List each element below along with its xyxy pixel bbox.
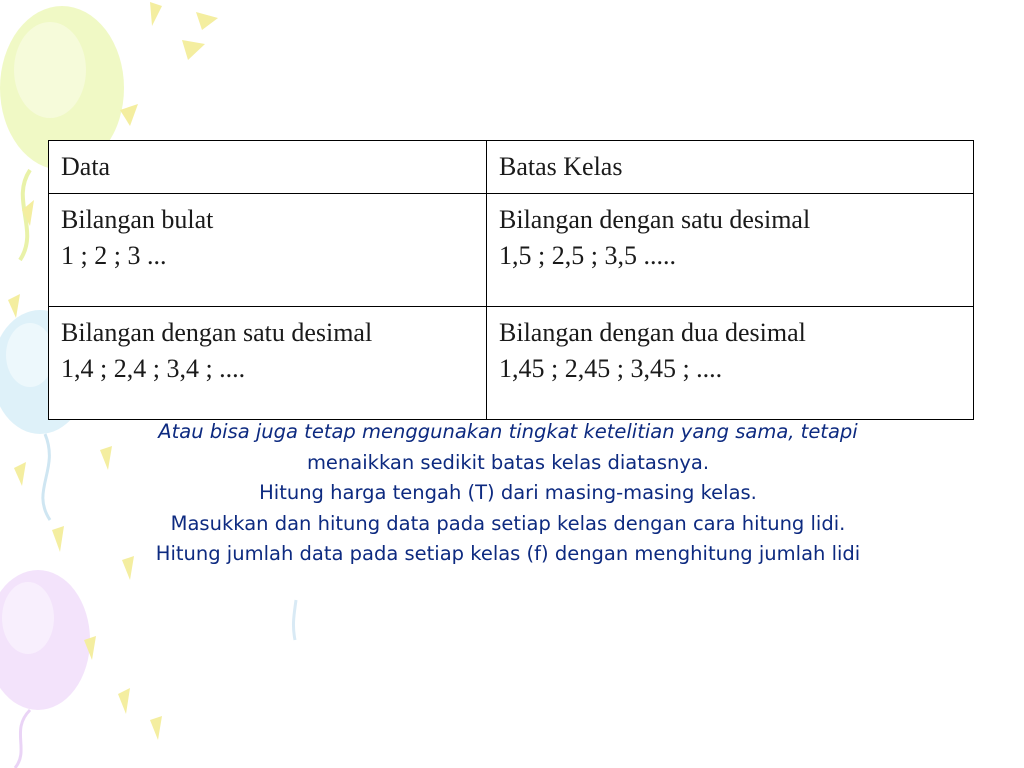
note-line-5: Hitung jumlah data pada setiap kelas (f) dengan menghitung jumlah lidi [155,542,861,565]
table-header-data [49,141,487,194]
table-header-row [49,141,974,194]
table-row [49,194,974,307]
header-batas-kelas-label: Batas Kelas [499,152,623,181]
instruction-notes [40,417,976,570]
table-cell-data [49,307,487,420]
note-line-3: Hitung harga tengah (T) dari masing-masing kelas. [259,481,757,504]
note-line-4: Masukkan dan hitung data pada setiap kelas dengan cara hitung lidi. [170,511,846,535]
cell-title: Bilangan dengan satu desimal [61,318,373,347]
note-line-2: menaikkan sedikit batas kelas diatasnya. [306,450,710,474]
table-row [49,307,974,420]
purple-balloon-icon [0,570,90,768]
cell-example: 1,5 ; 2,5 ; 3,5 ..... [499,241,676,270]
header-data-label: Data [61,152,111,181]
table-cell-batas-kelas [487,194,974,307]
table-cell-batas-kelas [487,307,974,420]
cell-title: Bilangan bulat [61,205,214,234]
cell-example: 1 ; 2 ; 3 ... [61,241,167,270]
table-header-batas-kelas [487,141,974,194]
class-boundary-table [48,140,974,420]
note-line-1: Atau bisa juga tetap menggunakan tingkat ketelitian yang sama, tetapi [158,420,858,443]
table-cell-data [49,194,487,307]
cell-example: 1,4 ; 2,4 ; 3,4 ; .... [61,354,246,383]
cell-title: Bilangan dengan dua desimal [499,318,806,347]
cell-example: 1,45 ; 2,45 ; 3,45 ; .... [499,354,723,383]
cell-title: Bilangan dengan satu desimal [499,205,811,234]
